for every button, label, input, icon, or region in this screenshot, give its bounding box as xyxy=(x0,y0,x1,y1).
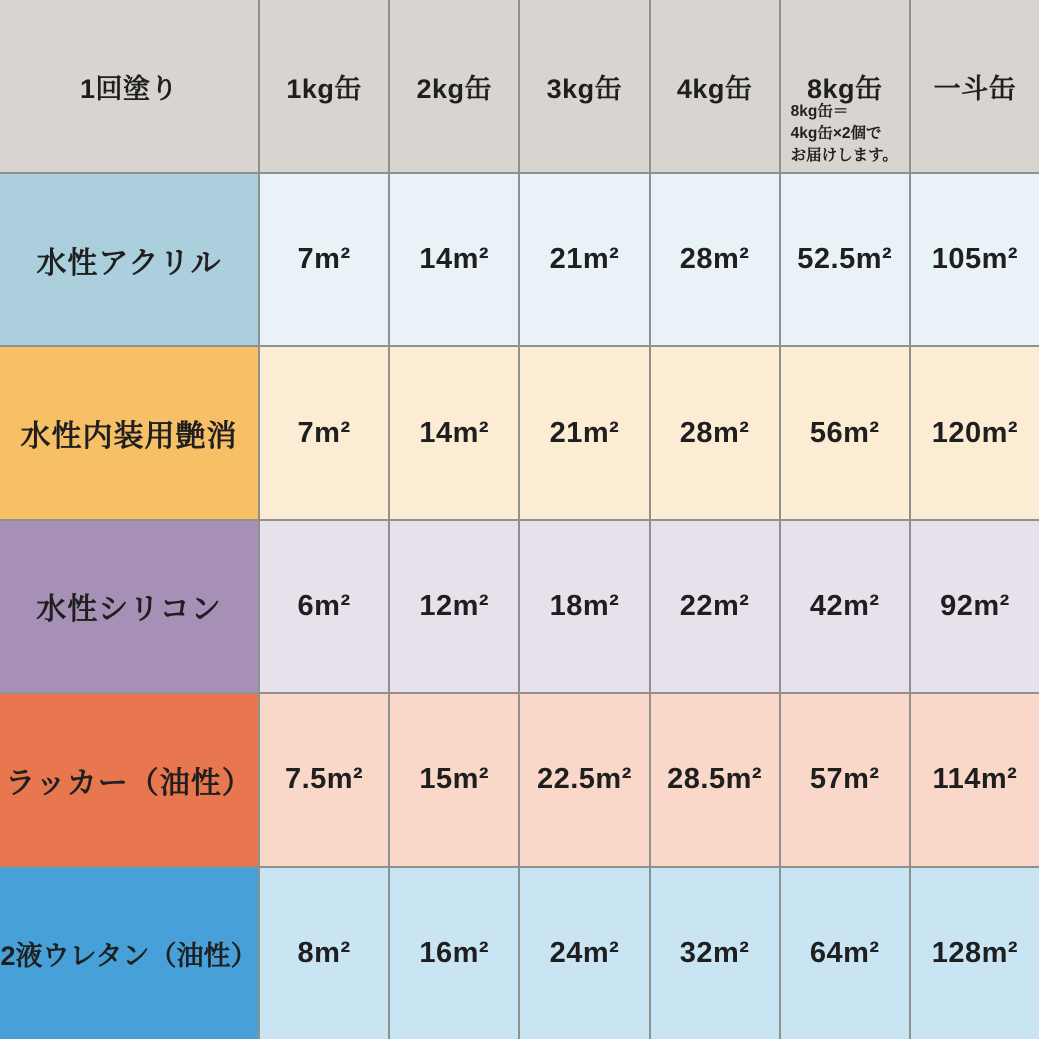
coverage-value: 22.5m² xyxy=(536,763,632,796)
coverage-value: 128m² xyxy=(931,936,1019,969)
coverage-value: 57m² xyxy=(809,763,880,796)
coverage-cell xyxy=(520,868,648,1039)
column-header-3kg xyxy=(520,0,648,172)
corner-header xyxy=(0,0,258,172)
coverage-value: 56m² xyxy=(809,416,880,449)
coverage-value: 120m² xyxy=(931,416,1019,449)
coverage-value: 22m² xyxy=(679,589,750,622)
note-8kg xyxy=(791,101,898,167)
column-header-4kg xyxy=(651,0,779,172)
coverage-value: 28.5m² xyxy=(667,763,763,796)
note-line: お届けします。 xyxy=(790,147,898,164)
coverage-value: 7m² xyxy=(297,243,351,276)
coverage-cell xyxy=(390,521,518,692)
coverage-cell xyxy=(911,868,1039,1039)
row-label-text: 水性内装用艶消 xyxy=(20,420,238,454)
row-label-text: ラッカー（油性） xyxy=(5,766,253,800)
coverage-cell xyxy=(390,694,518,865)
coverage-value: 21m² xyxy=(549,243,620,276)
column-header-itto xyxy=(911,0,1039,172)
column-header-label: 8kg缶 xyxy=(806,73,883,104)
coverage-value: 32m² xyxy=(679,936,750,969)
column-header-label: 3kg缶 xyxy=(546,73,623,104)
column-header-label: 一斗缶 xyxy=(933,73,1017,104)
row-label-silicon xyxy=(0,521,258,692)
coverage-cell xyxy=(260,868,388,1039)
coverage-cell xyxy=(520,347,648,518)
coverage-cell xyxy=(911,347,1039,518)
coverage-cell xyxy=(651,868,779,1039)
coverage-cell xyxy=(260,347,388,518)
coverage-cell xyxy=(390,174,518,345)
coverage-value: 12m² xyxy=(419,589,490,622)
row-label-text: 2液ウレタン（油性） xyxy=(0,940,258,971)
coverage-value: 6m² xyxy=(297,589,351,622)
coverage-cell xyxy=(781,347,909,518)
note-line: 8kg缶＝ xyxy=(790,103,849,120)
coverage-value: 15m² xyxy=(419,763,490,796)
column-header-label: 1kg缶 xyxy=(286,73,362,104)
coverage-value: 105m² xyxy=(931,243,1019,276)
coverage-value: 28m² xyxy=(679,243,750,276)
coverage-cell xyxy=(260,694,388,865)
column-header-label: 4kg缶 xyxy=(676,73,753,104)
coverage-cell xyxy=(520,521,648,692)
coverage-cell xyxy=(911,694,1039,865)
row-label-acrylic xyxy=(0,174,258,345)
coverage-value: 92m² xyxy=(940,589,1010,622)
row-label-lacquer xyxy=(0,694,258,865)
note-line: 4kg缶×2個で xyxy=(790,125,882,142)
coverage-cell xyxy=(260,174,388,345)
column-header-1kg xyxy=(260,0,388,172)
coverage-value: 64m² xyxy=(809,936,880,969)
row-label-interior-matte xyxy=(0,347,258,518)
coverage-value: 28m² xyxy=(679,416,750,449)
coverage-cell xyxy=(781,868,909,1039)
row-label-urethane xyxy=(0,868,258,1039)
column-header-label: 2kg缶 xyxy=(416,73,492,104)
coverage-value: 8m² xyxy=(297,936,351,969)
coverage-value: 21m² xyxy=(549,416,620,449)
coverage-value: 7.5m² xyxy=(284,763,364,796)
coverage-cell xyxy=(390,347,518,518)
corner-header-label: 1回塗り xyxy=(79,73,179,104)
coverage-value: 7m² xyxy=(297,416,351,449)
coverage-cell xyxy=(651,347,779,518)
coverage-cell xyxy=(781,694,909,865)
coverage-cell xyxy=(651,174,779,345)
coverage-value: 114m² xyxy=(932,763,1018,796)
coverage-value: 14m² xyxy=(419,243,490,276)
row-label-text: 水性シリコン xyxy=(36,593,222,627)
coverage-cell xyxy=(260,521,388,692)
coverage-cell xyxy=(781,521,909,692)
coverage-cell xyxy=(781,174,909,345)
coverage-cell xyxy=(390,868,518,1039)
coverage-cell xyxy=(520,174,648,345)
coverage-value: 42m² xyxy=(809,589,880,622)
row-label-text: 水性アクリル xyxy=(36,246,222,280)
coverage-cell xyxy=(520,694,648,865)
coverage-value: 14m² xyxy=(419,416,490,449)
coverage-cell xyxy=(911,174,1039,345)
coverage-cell xyxy=(651,694,779,865)
column-header-2kg xyxy=(390,0,518,172)
coverage-cell xyxy=(911,521,1039,692)
column-header-8kg xyxy=(781,0,909,172)
coverage-value: 52.5m² xyxy=(797,243,893,276)
coverage-value: 24m² xyxy=(549,936,620,969)
coverage-value: 18m² xyxy=(549,589,620,622)
coverage-cell xyxy=(651,521,779,692)
coverage-value: 16m² xyxy=(419,936,490,969)
